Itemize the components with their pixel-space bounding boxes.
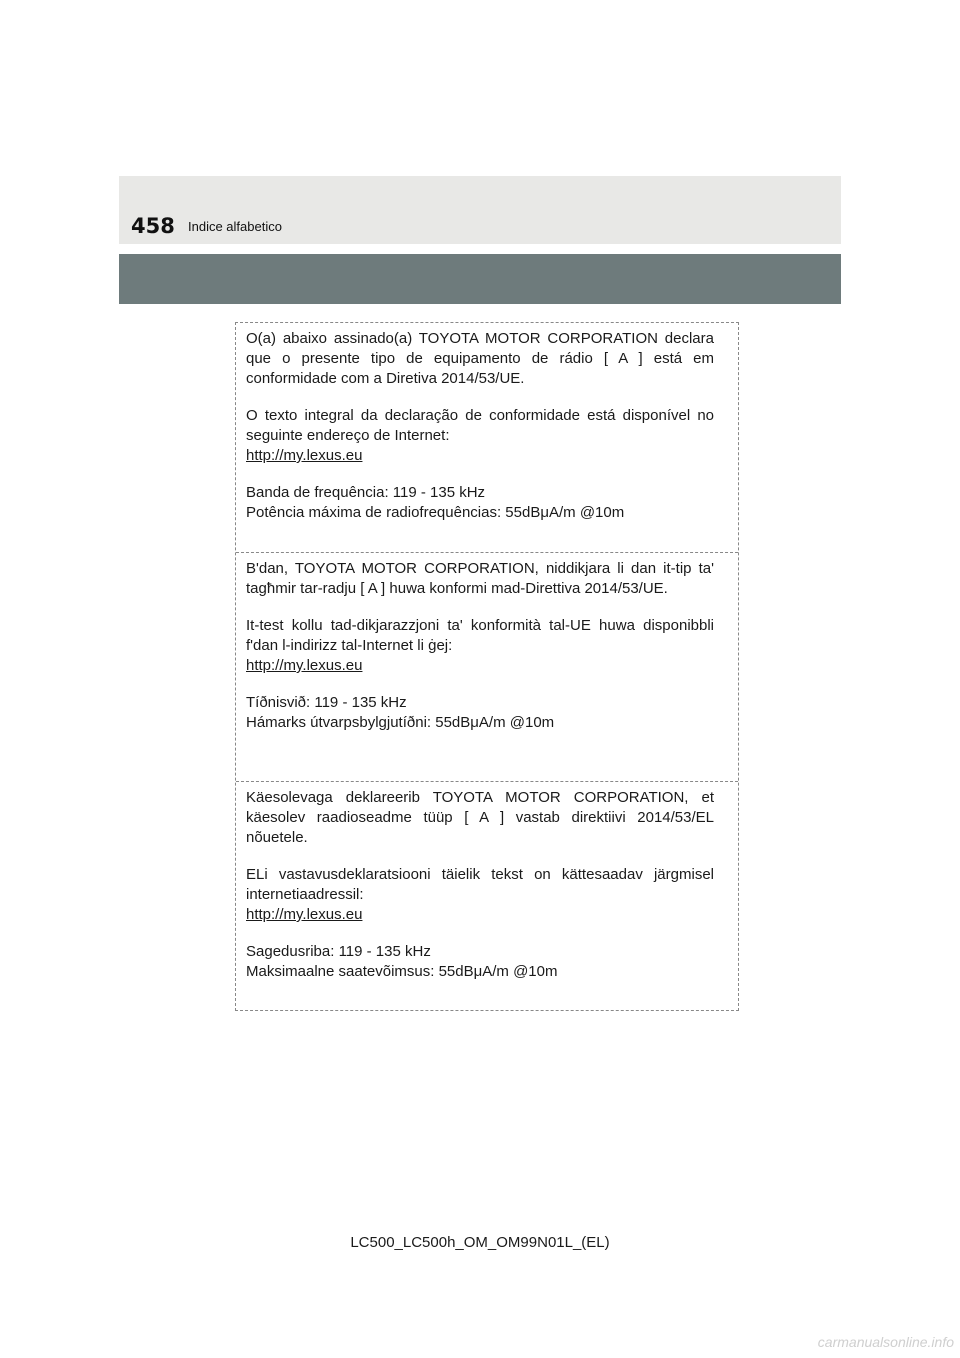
declaration-box: [235, 322, 739, 1011]
declaration-specs: [246, 942, 714, 982]
frequency-band: Tíðnisvið: 119 - 135 kHz: [246, 694, 407, 711]
availability-text: It-test kollu tad-dikjarazzjoni ta' konformità tal-UE huwa disponibbli f'dan l-indirizz tal-Internet li ġej:: [246, 617, 714, 654]
declaration-portuguese: [236, 323, 738, 552]
page-number: 458: [131, 214, 175, 238]
declaration-statement: Käesolevaga deklareerib TOYOTA MOTOR CORPORATION, et käesolev raadioseadme tüüp [ A ] vastab direktiivi 2014/53/EL nõuetele.: [246, 789, 714, 846]
section-banner: [119, 254, 841, 304]
frequency-band: Banda de frequência: 119 - 135 kHz: [246, 484, 486, 501]
watermark: carmanualsonline.info: [817, 1334, 954, 1350]
declaration-url-link[interactable]: http://my.lexus.eu: [246, 447, 363, 464]
declaration-availability: [246, 865, 714, 925]
declaration-maltese: [236, 552, 738, 781]
max-power: Hámarks útvarpsbylgjutíðni: 55dBμA/m @10m: [246, 714, 555, 731]
availability-text: ELi vastavusdeklaratsiooni täielik tekst on kättesaadav järgmisel internetiaadressil:: [246, 866, 714, 903]
declaration-statement: B'dan, TOYOTA MOTOR CORPORATION, niddikjara li dan it-tip ta' tagħmir tar-radju [ A ] huwa konformi mad-Direttiva 2014/53/UE.: [246, 560, 714, 597]
declaration-url-link[interactable]: http://my.lexus.eu: [246, 657, 363, 674]
declaration-availability: [246, 406, 714, 466]
max-power: Maksimaalne saatevõimsus: 55dBμA/m @10m: [246, 963, 558, 980]
declaration-statement: O(a) abaixo assinado(a) TOYOTA MOTOR CORPORATION declara que o presente tipo de equipamento de rádio [ A ] está em conformidade com a Diretiva 2014/53/UE.: [246, 330, 714, 387]
declaration-availability: [246, 616, 714, 676]
section-title: Indice alfabetico: [188, 219, 282, 234]
availability-text: O texto integral da declaração de conformidade está disponível no seguinte endereço de Internet:: [246, 407, 714, 444]
document-code: LC500_LC500h_OM_OM99N01L_(EL): [350, 1234, 610, 1251]
frequency-band: Sagedusriba: 119 - 135 kHz: [246, 943, 431, 960]
max-power: Potência máxima de radiofrequências: 55dBμA/m @10m: [246, 504, 625, 521]
declaration-estonian: [236, 781, 738, 1010]
declaration-specs: [246, 483, 714, 523]
declaration-specs: [246, 693, 714, 733]
declaration-url-link[interactable]: http://my.lexus.eu: [246, 906, 363, 923]
